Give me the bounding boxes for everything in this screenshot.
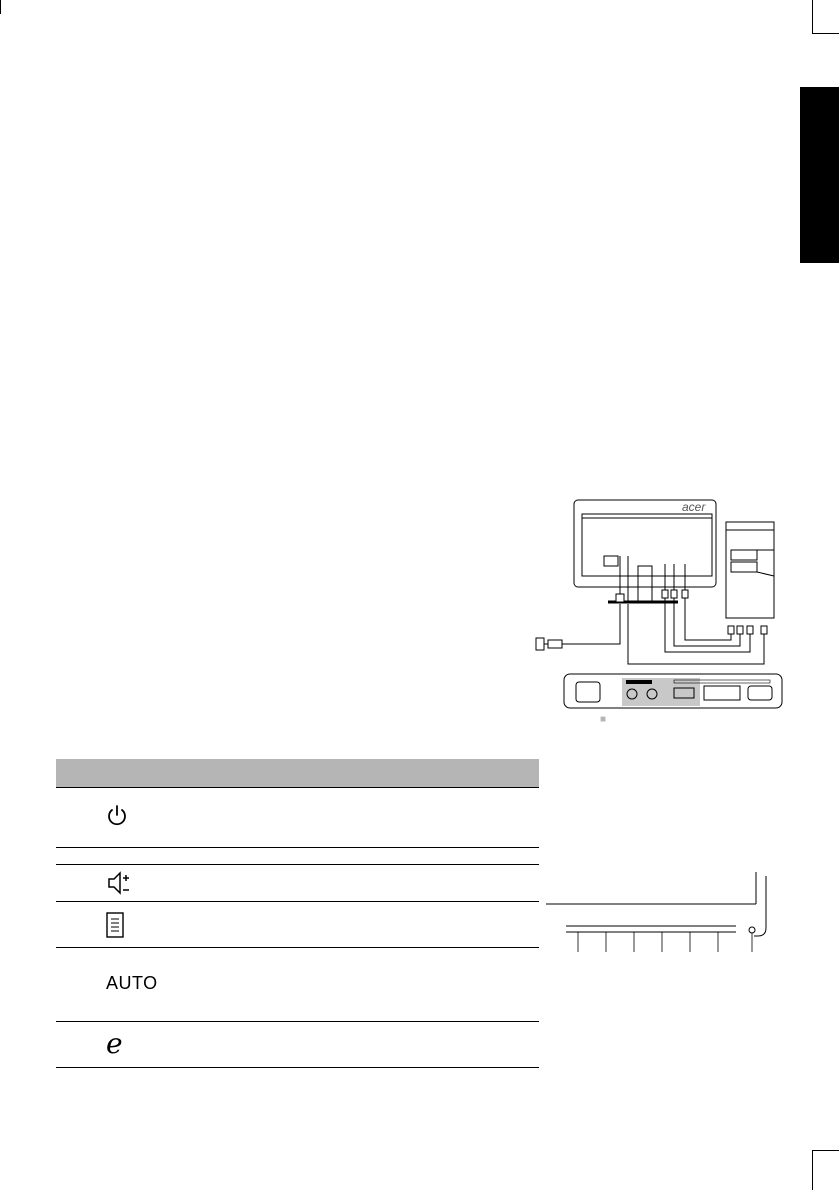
empowering-icon — [106, 1027, 123, 1060]
table-row-auto — [56, 948, 539, 1022]
legend-marker: ■ — [600, 714, 607, 725]
monitor-back-panel — [582, 514, 712, 576]
empowering-icon-label: e — [106, 1027, 123, 1060]
crop-mark-top-left — [0, 0, 1, 14]
front-bezel-diagram — [546, 872, 772, 958]
language-side-tab — [800, 87, 839, 263]
auto-icon-label: AUTO — [106, 973, 158, 993]
monitor-brand-text: acer — [682, 500, 706, 514]
crop-mark-bottom-right — [812, 1150, 813, 1190]
crop-mark-top-right-h — [812, 33, 839, 34]
crop-mark-bottom-right-h — [812, 1150, 839, 1151]
table-row-volume — [56, 865, 539, 902]
table-row-power-indicator — [56, 848, 539, 865]
table-header — [56, 759, 539, 787]
front-bezel-svg — [546, 872, 772, 958]
pc-tower — [726, 522, 774, 618]
menu-icon — [106, 912, 124, 943]
table-row-power — [56, 787, 539, 848]
power-icon — [106, 805, 128, 832]
connection-diagram-svg — [528, 494, 786, 730]
crop-mark-top-right — [812, 0, 813, 34]
connection-diagram — [528, 494, 786, 730]
callout-lines — [578, 932, 752, 952]
external-controls-table — [56, 759, 539, 1068]
table-row-empowering — [56, 1022, 539, 1068]
port-panel — [564, 674, 782, 708]
volume-icon — [106, 871, 132, 900]
monitor-stand — [638, 566, 652, 602]
table-row-menu — [56, 902, 539, 948]
auto-icon — [106, 974, 158, 992]
power-plug — [536, 638, 562, 650]
